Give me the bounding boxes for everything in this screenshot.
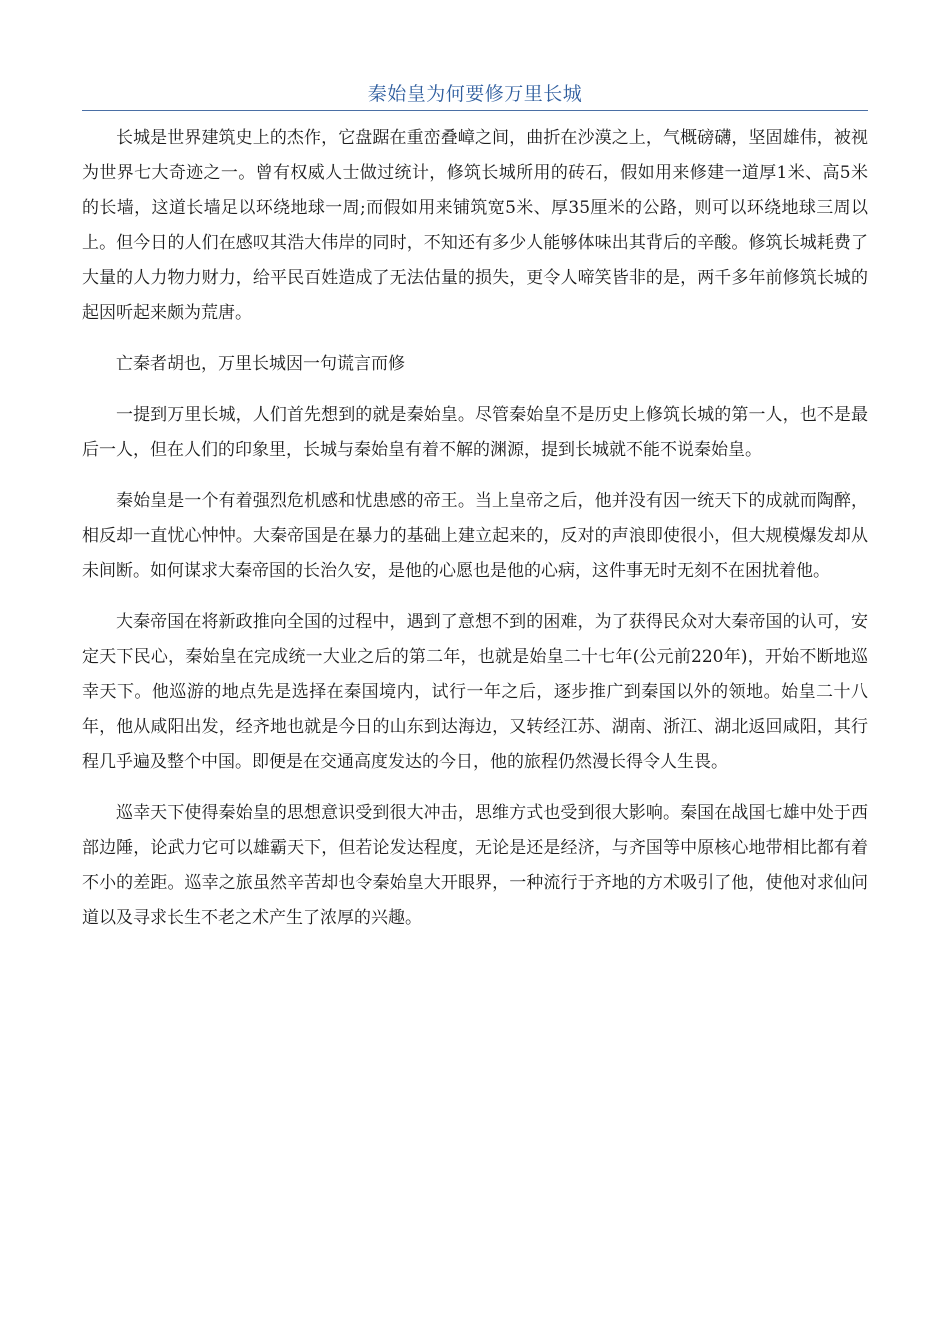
paragraph-emperor-worries: 秦始皇是一个有着强烈危机感和忧患感的帝王。当上皇帝之后，他并没有因一统天下的成就而陶醉，相反却一直忧心忡忡。大秦帝国是在暴力的基础上建立起来的，反对的声浪即使很小，但大规模爆发却从未间断。如何谋求大秦帝国的长治久安，是他的心愿也是他的心病，这件事无时无刻不在困扰着他。 bbox=[82, 491, 868, 581]
document-body bbox=[82, 121, 868, 952]
document-header bbox=[82, 78, 868, 111]
paragraph-intro: 长城是世界建筑史上的杰作，它盘踞在重峦叠嶂之间，曲折在沙漠之上，气概磅礴，坚固雄伟，被视为世界七大奇迹之一。曾有权威人士做过统计，修筑长城所用的砖石，假如用来修建一道厚1米、高5米的长墙，这道长墙足以环绕地球一周;而假如用来铺筑宽5米、厚35厘米的公路，则可以环绕地球三周以上。但今日的人们在感叹其浩大伟岸的同时，不知还有多少人能够体味出其背后的辛酸。修筑长城耗费了大量的人力物力财力，给平民百姓造成了无法估量的损失，更令人啼笑皆非的是，两千多年前修筑长城的起因听起来颇为荒唐。 bbox=[82, 128, 868, 323]
document-title: 秦始皇为何要修万里长城 bbox=[367, 83, 583, 105]
paragraph-immortality: 巡幸天下使得秦始皇的思想意识受到很大冲击，思维方式也受到很大影响。秦国在战国七雄中处于西部边陲，论武力它可以雄霸天下，但若论发达程度，无论是还是经济，与齐国等中原核心地带相比都有着不小的差距。巡幸之旅虽然辛苦却也令秦始皇大开眼界，一种流行于齐地的方术吸引了他，使他对求仙问道以及寻求长生不老之术产生了浓厚的兴趣。 bbox=[82, 803, 868, 928]
section-heading: 亡秦者胡也，万里长城因一句谎言而修 bbox=[116, 354, 405, 374]
paragraph-qin-shihuang: 一提到万里长城，人们首先想到的就是秦始皇。尽管秦始皇不是历史上修筑长城的第一人，也不是最后一人，但在人们的印象里，长城与秦始皇有着不解的渊源，提到长城就不能不说秦始皇。 bbox=[82, 405, 868, 460]
paragraph-inspection-tours: 大秦帝国在将新政推向全国的过程中，遇到了意想不到的困难，为了获得民众对大秦帝国的认可，安定天下民心，秦始皇在完成统一大业之后的第二年，也就是始皇二十七年(公元前220年)，开始不断地巡幸天下。他巡游的地点先是选择在秦国境内，试行一年之后，逐步推广到秦国以外的领地。始皇二十八年，他从咸阳出发，经齐地也就是今日的山东到达海边，又转经江苏、湖南、浙江、湖北返回咸阳，其行程几乎遍及整个中国。即便是在交通高度发达的今日，他的旅程仍然漫长得令人生畏。 bbox=[82, 612, 868, 772]
